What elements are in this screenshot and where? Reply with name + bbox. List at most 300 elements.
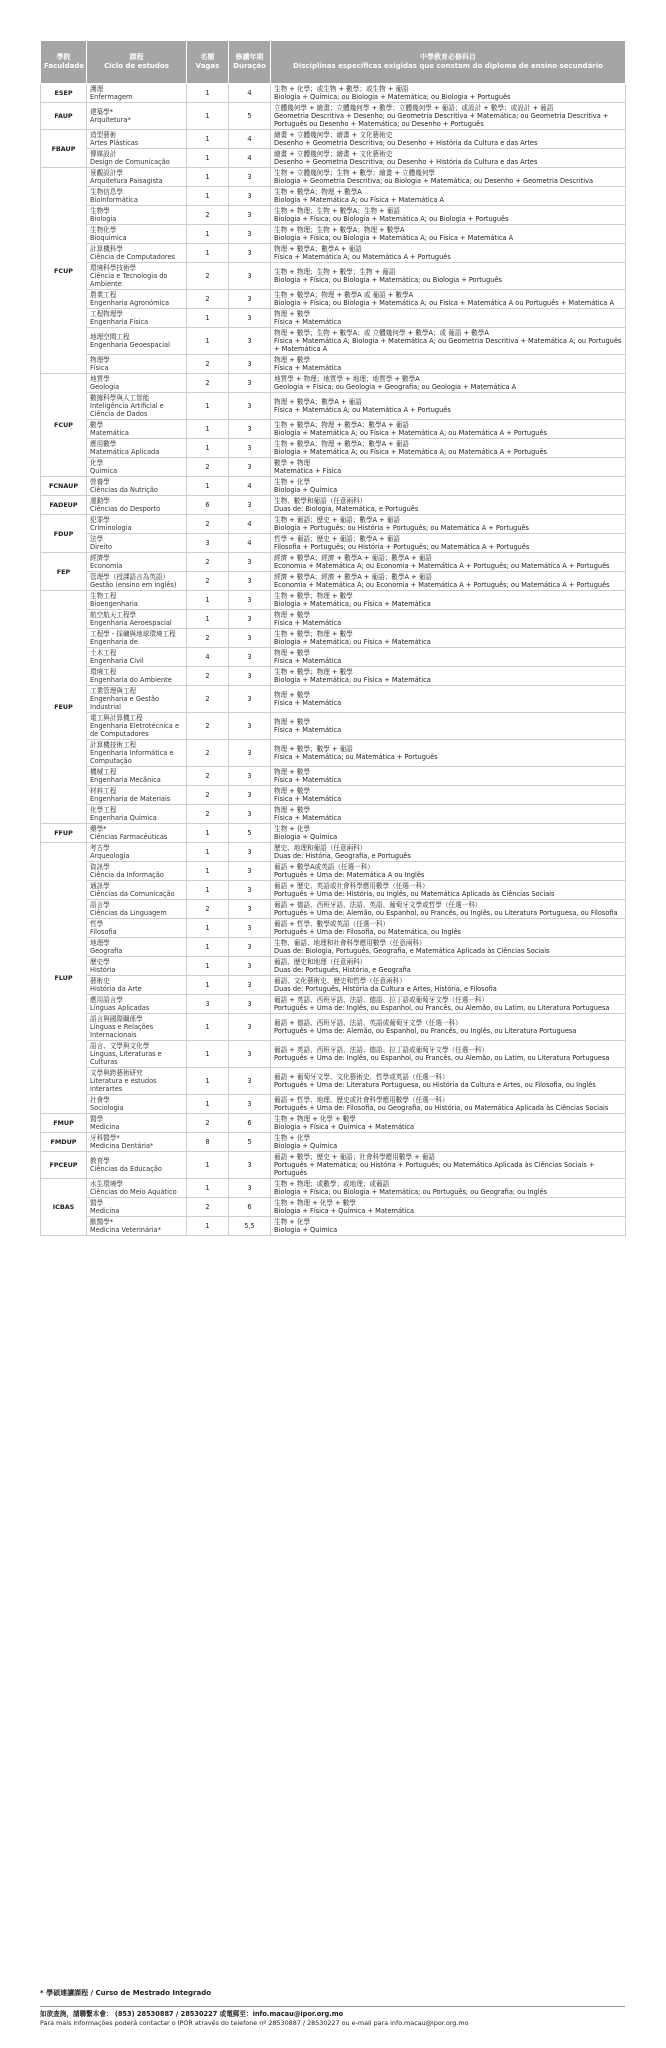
subjects-pt: Duas de: Biologia, Português, Geografia, e Matemática Aplicada às Ciências Sociais — [274, 947, 550, 955]
vacancies-cell: 2 — [187, 667, 229, 686]
subjects-zh: 生物 + 數學A；物理 + 數學A 或 葡語 + 數學A — [274, 291, 414, 299]
duration-cell: 3 — [229, 168, 271, 187]
subjects-zh: 葡語 + 德語、西班牙語、法語、英語或葡萄牙文學（任選一科） — [274, 1019, 462, 1027]
vacancies-cell: 2 — [187, 515, 229, 534]
course-name-zh: 生物工程 — [90, 592, 117, 600]
subjects-cell — [271, 496, 626, 515]
vacancies-cell: 1 — [187, 420, 229, 439]
table-row — [41, 1198, 626, 1217]
subjects-zh: 生物 + 物理；生物 + 數學；生物 + 葡語 — [274, 268, 396, 276]
contact-note-zh: 如欲查詢，請聯繫本會： (853) 28530887 / 28530227 或電郵至：info.macau@ipor.org.mo — [40, 2010, 344, 2018]
course-name-pt: Engenharia Geoespacial — [90, 341, 170, 349]
subjects-zh: 繪畫 + 立體幾何學；繪畫 + 文化藝術史 — [274, 150, 393, 158]
vacancies-cell: 8 — [187, 1133, 229, 1152]
table-row — [41, 995, 626, 1014]
course-name-zh: 農業工程 — [90, 291, 117, 299]
course-cell — [87, 1114, 187, 1133]
subjects-pt: Biologia + Matemática A; ou Física + Matemática A; ou Matemática A + Português — [274, 448, 547, 456]
vacancies-cell: 1 — [187, 149, 229, 168]
course-cell — [87, 686, 187, 713]
table-row — [41, 976, 626, 995]
course-name-pt: Ciência e Tecnologia do Ambiente — [90, 272, 168, 288]
course-cell — [87, 355, 187, 374]
course-name-zh: 哲學 — [90, 920, 104, 928]
course-name-zh: 語言學 — [90, 901, 110, 909]
header-faculty-pt: Faculdade — [44, 62, 85, 70]
vacancies-cell: 6 — [187, 496, 229, 515]
subjects-cell — [271, 290, 626, 309]
course-name-zh: 化學工程 — [90, 806, 117, 814]
subjects-pt: Física + Matemática — [274, 726, 342, 734]
course-cell — [87, 374, 187, 393]
subjects-cell — [271, 713, 626, 740]
duration-cell: 6 — [229, 1198, 271, 1217]
table-row — [41, 1133, 626, 1152]
subjects-zh: 物理 + 數學 — [274, 611, 311, 619]
course-name-pt: Química — [90, 467, 118, 475]
faculty-cell: FEUP — [41, 591, 87, 824]
subjects-cell — [271, 740, 626, 767]
table-row — [41, 225, 626, 244]
subjects-zh: 生物 + 化學；或生物 + 數學；或生物 + 葡語 — [274, 85, 409, 93]
course-name-pt: Geologia — [90, 383, 120, 391]
course-cell — [87, 572, 187, 591]
course-cell — [87, 477, 187, 496]
course-name-zh: 數據科學與人工智能 — [90, 394, 150, 402]
duration-cell: 3 — [229, 225, 271, 244]
course-name-pt: Inteligência Artificial e Ciência de Dados — [90, 402, 164, 418]
course-name-pt: Criminologia — [90, 524, 132, 532]
subjects-cell — [271, 843, 626, 862]
course-name-pt: Filosofia — [90, 928, 117, 936]
subjects-cell — [271, 206, 626, 225]
course-cell — [87, 225, 187, 244]
table-row — [41, 553, 626, 572]
table-row — [41, 477, 626, 496]
course-name-zh: 應用數學 — [90, 440, 117, 448]
duration-cell: 3 — [229, 938, 271, 957]
subjects-zh: 葡語 + 葡萄牙文學、文化藝術史、哲學或英語（任選一科） — [274, 1073, 449, 1081]
subjects-cell — [271, 244, 626, 263]
course-cell — [87, 1095, 187, 1114]
vacancies-cell: 1 — [187, 1179, 229, 1198]
subjects-cell — [271, 938, 626, 957]
duration-cell: 3 — [229, 496, 271, 515]
subjects-zh: 生物 + 物理 + 化學 + 數學 — [274, 1115, 356, 1123]
course-cell — [87, 713, 187, 740]
duration-cell: 3 — [229, 667, 271, 686]
duration-cell: 3 — [229, 881, 271, 900]
subjects-cell — [271, 374, 626, 393]
subjects-cell — [271, 591, 626, 610]
vacancies-cell: 2 — [187, 1114, 229, 1133]
subjects-pt: Desenho + Geometria Descritiva; ou Desenho + História da Cultura e das Artes — [274, 158, 538, 166]
subjects-cell — [271, 919, 626, 938]
course-name-pt: Matemática — [90, 429, 129, 437]
vacancies-cell: 2 — [187, 900, 229, 919]
course-name-pt: Matemática Aplicada — [90, 448, 160, 456]
course-name-pt: Ciências da Linguagem — [90, 909, 167, 917]
subjects-zh: 物理 + 數學A；數學A + 葡語 — [274, 245, 362, 253]
subjects-pt: Biologia + Matemática A; ou Física + Matemática A; ou Matemática A + Português — [274, 429, 547, 437]
vacancies-cell: 1 — [187, 1041, 229, 1068]
subjects-cell — [271, 1217, 626, 1236]
vacancies-cell: 1 — [187, 103, 229, 130]
subjects-pt: Biologia + Química — [274, 486, 338, 494]
table-row — [41, 309, 626, 328]
subjects-cell — [271, 439, 626, 458]
header-vacancies — [187, 41, 229, 84]
duration-cell: 5 — [229, 103, 271, 130]
subjects-cell — [271, 553, 626, 572]
course-cell — [87, 610, 187, 629]
duration-cell: 3 — [229, 900, 271, 919]
course-name-pt: Ciências Farmacêuticas — [90, 833, 168, 841]
course-cell — [87, 976, 187, 995]
course-cell — [87, 439, 187, 458]
table-row — [41, 881, 626, 900]
vacancies-cell: 2 — [187, 1198, 229, 1217]
duration-cell: 3 — [229, 686, 271, 713]
course-cell — [87, 187, 187, 206]
subjects-pt: Biologia + Física + Química + Matemática — [274, 1207, 415, 1215]
table-row — [41, 629, 626, 648]
header-course — [87, 41, 187, 84]
duration-cell: 3 — [229, 957, 271, 976]
course-cell — [87, 1133, 187, 1152]
subjects-zh: 生物 + 化學 — [274, 478, 311, 486]
course-name-pt: Artes Plásticas — [90, 139, 139, 147]
course-name-zh: 計算機技術工程 — [90, 741, 137, 749]
subjects-pt: Biologia + Matemática; ou Física + Matemática — [274, 638, 431, 646]
course-name-pt: Bioquímica — [90, 234, 127, 242]
subjects-cell — [271, 225, 626, 244]
subjects-pt: Física + Matemática A; Biologia + Matemática A; ou Geometria Descritiva + Matemática A; ou Português + Matemática A — [274, 337, 622, 353]
subjects-zh: 生物 + 化學 — [274, 1218, 311, 1226]
duration-cell: 3 — [229, 439, 271, 458]
subjects-pt: Física + Matemática — [274, 318, 342, 326]
subjects-cell — [271, 805, 626, 824]
subjects-pt: Duas de: História, Geografia, e Português — [274, 852, 411, 860]
header-duration-pt: Duração — [233, 62, 266, 70]
faculty-cell: FMUP — [41, 1114, 87, 1133]
course-name-zh: 航空航天工程學 — [90, 611, 137, 619]
vacancies-cell: 2 — [187, 553, 229, 572]
subjects-pt: Português + Uma de: História, ou Inglês, ou Matemática Aplicada às Ciências Sociais — [274, 890, 555, 898]
subjects-zh: 生物 + 化學 — [274, 1134, 311, 1142]
course-name-zh: 生物學 — [90, 207, 110, 215]
vacancies-cell: 2 — [187, 572, 229, 591]
course-name-zh: 通訊學 — [90, 882, 110, 890]
table-row — [41, 458, 626, 477]
table-body — [41, 84, 626, 1236]
subjects-zh: 物理 + 數學 — [274, 787, 311, 795]
course-name-pt: História — [90, 966, 116, 974]
course-name-pt: Engenharia de — [90, 638, 138, 646]
vacancies-cell: 2 — [187, 458, 229, 477]
vacancies-cell: 1 — [187, 130, 229, 149]
table-row — [41, 740, 626, 767]
subjects-zh: 生物 + 化學 — [274, 825, 311, 833]
course-name-zh: 電工與計算機工程 — [90, 714, 143, 722]
subjects-pt: Biologia + Física; ou Biologia + Matemática; ou Português; ou Geografia; ou Inglês — [274, 1188, 548, 1196]
course-name-pt: Engenharia e Gestão Industrial — [90, 695, 160, 711]
subjects-cell — [271, 103, 626, 130]
duration-cell: 3 — [229, 374, 271, 393]
subjects-cell — [271, 84, 626, 103]
duration-cell: 3 — [229, 187, 271, 206]
subjects-zh: 生物 + 數學；物理 + 數學 — [274, 630, 353, 638]
course-cell — [87, 309, 187, 328]
duration-cell: 3 — [229, 1179, 271, 1198]
course-name-pt: História da Arte — [90, 985, 142, 993]
course-name-pt: Engenharia Informática e Computação — [90, 749, 174, 765]
course-name-zh: 景觀設計學 — [90, 169, 123, 177]
subjects-pt: Filosofia + Português; ou História + Português; ou Matemática A + Português — [274, 543, 530, 551]
duration-cell: 3 — [229, 1068, 271, 1095]
vacancies-cell: 2 — [187, 263, 229, 290]
table-row — [41, 1152, 626, 1179]
course-name-pt: Engenharia Física — [90, 318, 149, 326]
duration-cell: 3 — [229, 786, 271, 805]
subjects-cell — [271, 629, 626, 648]
course-cell — [87, 900, 187, 919]
subjects-cell — [271, 824, 626, 843]
subjects-cell — [271, 328, 626, 355]
course-name-pt: Ciência da Informação — [90, 871, 164, 879]
table-header-row — [41, 41, 626, 84]
faculty-cell: FMDUP — [41, 1133, 87, 1152]
subjects-zh: 物理 + 數學 — [274, 768, 311, 776]
subjects-pt: Português + Uma de: Filosofia, ou Matemática, ou Inglês — [274, 928, 461, 936]
course-name-zh: 工程學 - 採礦與地球環境工程 — [90, 630, 176, 638]
course-cell — [87, 995, 187, 1014]
table-row — [41, 1041, 626, 1068]
duration-cell: 3 — [229, 572, 271, 591]
subjects-zh: 生物 + 物理 + 化學 + 數學 — [274, 1199, 356, 1207]
duration-cell: 3 — [229, 420, 271, 439]
subjects-pt: Biologia + Matemática A; ou Física + Matemática A — [274, 196, 444, 204]
vacancies-cell: 1 — [187, 439, 229, 458]
table-row — [41, 515, 626, 534]
duration-cell: 3 — [229, 393, 271, 420]
table-row — [41, 610, 626, 629]
course-name-pt: Ciências do Meio Aquático — [90, 1188, 177, 1196]
subjects-pt: Matemática + Física — [274, 467, 342, 475]
table-row — [41, 843, 626, 862]
subjects-zh: 物理 + 數學 — [274, 806, 311, 814]
faculty-cell: FEP — [41, 553, 87, 591]
table-row — [41, 84, 626, 103]
subjects-pt: Biologia + Matemática; ou Física + Matemática — [274, 676, 431, 684]
course-name-pt: Medicina — [90, 1207, 120, 1215]
header-faculty — [41, 41, 87, 84]
table-row — [41, 1095, 626, 1114]
vacancies-cell: 1 — [187, 824, 229, 843]
subjects-zh: 生物 + 數學A；物理 + 數學A；數學A + 葡語 — [274, 440, 409, 448]
course-name-zh: 牙科醫學* — [90, 1134, 120, 1142]
course-name-zh: 傳媒設計 — [90, 150, 117, 158]
vacancies-cell: 2 — [187, 740, 229, 767]
subjects-zh: 物理 + 數學A；數學A + 葡語 — [274, 398, 362, 406]
course-name-zh: 醫學 — [90, 1199, 104, 1207]
course-name-zh: 語言、文學與文化學 — [90, 1042, 150, 1050]
subjects-cell — [271, 1133, 626, 1152]
duration-cell: 3 — [229, 1014, 271, 1041]
course-name-zh: 生物信息學 — [90, 188, 123, 196]
subjects-zh: 生物、葡語、地理和社會科學應用數學（任意兩科） — [274, 939, 426, 947]
faculty-cell: ESEP — [41, 84, 87, 103]
course-name-pt: Engenharia Mecânica — [90, 776, 161, 784]
course-name-pt: Biologia — [90, 215, 117, 223]
course-cell — [87, 1198, 187, 1217]
subjects-pt: Duas de: Português, História, e Geografia — [274, 966, 411, 974]
subjects-cell — [271, 610, 626, 629]
duration-cell: 3 — [229, 740, 271, 767]
subjects-pt: Física + Matemática; ou Matemática + Português — [274, 753, 438, 761]
subjects-zh: 葡語 + 德語、西班牙語、法語、英語、葡萄牙文學或哲學（任選一科） — [274, 901, 482, 909]
course-name-pt: Literatura e estudos interartes — [90, 1077, 157, 1093]
duration-cell: 3 — [229, 328, 271, 355]
table-row — [41, 572, 626, 591]
table-row — [41, 534, 626, 553]
table-row — [41, 496, 626, 515]
subjects-cell — [271, 1198, 626, 1217]
course-cell — [87, 648, 187, 667]
vacancies-cell: 1 — [187, 1217, 229, 1236]
table-row — [41, 824, 626, 843]
table-row — [41, 667, 626, 686]
course-name-zh: 環境工程 — [90, 668, 117, 676]
subjects-cell — [271, 1041, 626, 1068]
course-name-pt: Arqueologia — [90, 852, 130, 860]
duration-cell: 6 — [229, 1114, 271, 1133]
subjects-zh: 葡語 + 數學A或英語（任選一科） — [274, 863, 374, 871]
subjects-pt: Biologia + Química — [274, 1226, 338, 1234]
course-cell — [87, 244, 187, 263]
table-row — [41, 420, 626, 439]
subjects-cell — [271, 995, 626, 1014]
course-cell — [87, 393, 187, 420]
course-cell — [87, 515, 187, 534]
vacancies-cell: 2 — [187, 786, 229, 805]
duration-cell: 3 — [229, 713, 271, 740]
subjects-zh: 哲學 + 葡語；歷史 + 葡語；數學A + 葡語 — [274, 535, 400, 543]
divider — [40, 2006, 625, 2007]
course-name-pt: Bioinformática — [90, 196, 138, 204]
table-row — [41, 1014, 626, 1041]
subjects-pt: Física + Matemática A; ou Matemática A + Português — [274, 406, 451, 414]
course-cell — [87, 84, 187, 103]
course-cell — [87, 1041, 187, 1068]
course-name-pt: Línguas Aplicadas — [90, 1004, 150, 1012]
course-name-zh: 語言與國際關係學 — [90, 1015, 143, 1023]
duration-cell: 3 — [229, 309, 271, 328]
course-name-zh: 營養學 — [90, 478, 110, 486]
course-name-pt: Engenharia Aeroespacial — [90, 619, 172, 627]
table-row — [41, 393, 626, 420]
table-row — [41, 263, 626, 290]
duration-cell: 3 — [229, 648, 271, 667]
vacancies-cell: 3 — [187, 995, 229, 1014]
vacancies-cell: 2 — [187, 767, 229, 786]
faculty-cell: FDUP — [41, 515, 87, 553]
course-name-zh: 材料工程 — [90, 787, 117, 795]
subjects-pt: Desenho + Geometria Descritiva; ou Desenho + História da Cultura e das Artes — [274, 139, 538, 147]
header-course-pt: Ciclo de estudos — [104, 62, 169, 70]
course-name-zh: 數學 — [90, 421, 104, 429]
course-name-pt: Bioengenharia — [90, 600, 138, 608]
subjects-cell — [271, 1114, 626, 1133]
subjects-zh: 數學 + 物理 — [274, 459, 311, 467]
course-name-pt: Ciências da Educação — [90, 1165, 162, 1173]
course-cell — [87, 290, 187, 309]
vacancies-cell: 1 — [187, 244, 229, 263]
subjects-cell — [271, 881, 626, 900]
vacancies-cell: 2 — [187, 290, 229, 309]
vacancies-cell: 1 — [187, 843, 229, 862]
vacancies-cell: 1 — [187, 881, 229, 900]
course-name-pt: Física — [90, 364, 109, 372]
course-name-zh: 土木工程 — [90, 649, 117, 657]
course-name-zh: 運動學 — [90, 497, 110, 505]
course-cell — [87, 168, 187, 187]
table-row — [41, 206, 626, 225]
subjects-pt: Geologia + Física; ou Geologia + Geografia; ou Geologia + Matemática A — [274, 383, 517, 391]
course-cell — [87, 1014, 187, 1041]
duration-cell: 3 — [229, 805, 271, 824]
subjects-pt: Biologia + Física; ou Biologia + Matemática A; ou Biologia + Português — [274, 215, 509, 223]
course-name-zh: 護理 — [90, 85, 104, 93]
subjects-pt: Duas de: Português, História da Cultura e Artes, História, e Filosofia — [274, 985, 497, 993]
subjects-zh: 立體幾何學 + 繪畫；立體幾何學 + 數學；立體幾何學 + 葡語；或設計 + 數學；或設計 + 葡語 — [274, 104, 554, 112]
subjects-zh: 生物 + 物理；生物 + 數學A；物理 + 數學A — [274, 226, 405, 234]
subjects-cell — [271, 786, 626, 805]
subjects-pt: Português + Uma de: Alemão, ou Espanhol, ou Francês, ou Inglês, ou Literatura Portuguesa — [274, 1027, 577, 1035]
duration-cell: 3 — [229, 995, 271, 1014]
courses-table — [40, 40, 626, 1236]
table-row — [41, 919, 626, 938]
subjects-zh: 葡語 + 哲學、地理、歷史或社會科學應用數學（任選一科） — [274, 1096, 449, 1104]
subjects-zh: 生物、數學和葡語（任意兩科） — [274, 497, 367, 505]
subjects-zh: 生物 + 數學A；物理 + 數學A；數學A + 葡語 — [274, 421, 409, 429]
subjects-cell — [271, 1152, 626, 1179]
subjects-cell — [271, 355, 626, 374]
vacancies-cell: 2 — [187, 629, 229, 648]
subjects-pt: Português + Matemática; ou História + Português; ou Matemática Aplicada às Ciências Sociais + Português — [274, 1161, 595, 1177]
subjects-pt: Física + Matemática A; ou Matemática A + Português — [274, 253, 451, 261]
subjects-cell — [271, 957, 626, 976]
table-row — [41, 328, 626, 355]
course-name-pt: Línguas, Literaturas e Culturas — [90, 1050, 162, 1066]
subjects-zh: 葡語 + 英語、西班牙語、法語、德語、拉丁語或葡萄牙文學（任選一科） — [274, 996, 489, 1004]
subjects-pt: Biologia + Matemática; ou Física + Matemática — [274, 600, 431, 608]
course-name-zh: 管理學（授課語言為英語） — [90, 573, 170, 581]
subjects-pt: Português + Uma de: Inglês, ou Espanhol, ou Francês, ou Alemão, ou Latim, ou Literatura Portuguesa — [274, 1004, 610, 1012]
subjects-pt: Física + Matemática — [274, 795, 342, 803]
subjects-cell — [271, 187, 626, 206]
course-name-pt: Línguas e Relações Internacionais — [90, 1023, 154, 1039]
course-cell — [87, 919, 187, 938]
subjects-cell — [271, 393, 626, 420]
subjects-pt: Português + Uma de: Alemão, ou Espanhol, ou Francês, ou Inglês, ou Literatura Portuguesa, ou Filosofia — [274, 909, 618, 917]
table-row — [41, 130, 626, 149]
course-cell — [87, 767, 187, 786]
duration-cell: 3 — [229, 355, 271, 374]
subjects-cell — [271, 648, 626, 667]
duration-cell: 4 — [229, 149, 271, 168]
course-name-zh: 建築學* — [90, 108, 114, 116]
